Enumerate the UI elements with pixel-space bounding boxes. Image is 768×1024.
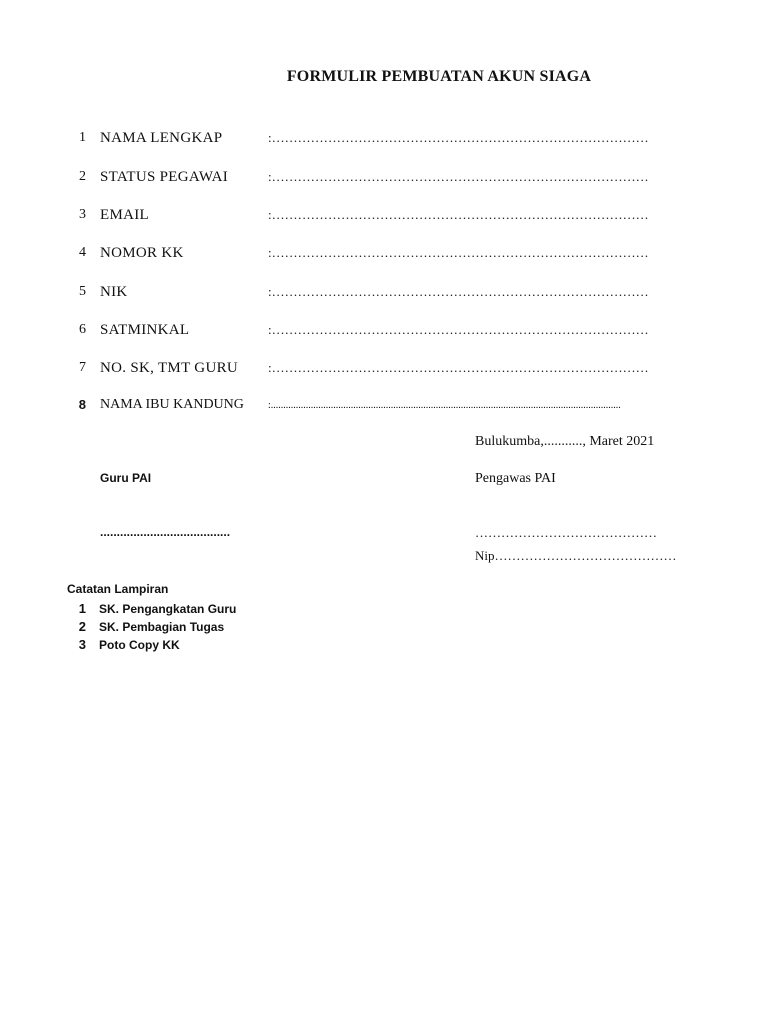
- form-field-row: [0, 284, 768, 306]
- field-fill-line: :……………………………………………………………………………: [268, 169, 649, 184]
- form-title: FORMULIR PEMBUATAN AKUN SIAGA: [286, 68, 592, 85]
- field-fill-line: :……………………………………………………………………………: [268, 360, 649, 375]
- form-field-row: [0, 245, 768, 267]
- field-label: EMAIL: [100, 207, 149, 223]
- note-text: SK. Pembagian Tugas: [99, 620, 225, 634]
- note-number: 2: [78, 619, 86, 634]
- note-item: [0, 637, 400, 655]
- field-label: STATUS PEGAWAI: [100, 169, 229, 185]
- field-fill-line: :……………………………………………………………………………: [268, 284, 649, 299]
- field-label: SATMINKAL: [100, 322, 190, 338]
- field-label: NAMA LENGKAP: [100, 130, 223, 146]
- place-date: Bulukumba,..........., Maret 2021: [475, 434, 655, 449]
- field-number: 1: [79, 130, 86, 145]
- note-number: 1: [78, 601, 86, 616]
- field-number: 2: [79, 169, 86, 184]
- notes-title: Catatan Lampiran: [67, 582, 169, 596]
- field-label: NAMA IBU KANDUNG: [100, 397, 244, 412]
- field-number: 4: [79, 245, 86, 260]
- note-number: 3: [78, 637, 86, 652]
- right-signer-role: Pengawas PAI: [475, 471, 556, 486]
- field-number: 8: [78, 397, 86, 412]
- field-number: 6: [79, 322, 86, 337]
- field-fill-line: :............................................................................................................................................: [268, 400, 621, 411]
- note-item: [0, 619, 400, 637]
- field-label: NIK: [100, 284, 128, 300]
- field-fill-line: :……………………………………………………………………………: [268, 207, 649, 222]
- note-item: [0, 601, 400, 619]
- nip-line: Nip……………………………………: [475, 548, 677, 563]
- field-number: 7: [79, 360, 86, 375]
- note-text: SK. Pengangkatan Guru: [99, 602, 237, 616]
- form-field-row: [0, 169, 768, 191]
- field-label: NO. SK, TMT GURU: [100, 360, 239, 376]
- form-field-row: [0, 130, 768, 152]
- field-fill-line: :……………………………………………………………………………: [268, 322, 649, 337]
- field-fill-line: :……………………………………………………………………………: [268, 245, 649, 260]
- field-number: 3: [79, 207, 86, 222]
- note-text: Poto Copy KK: [99, 638, 180, 652]
- left-signature-line: .......................................: [100, 525, 231, 539]
- form-field-row: [0, 322, 768, 344]
- right-signature-line: ……………………………………: [475, 525, 657, 540]
- field-fill-line: :……………………………………………………………………………: [268, 130, 649, 145]
- field-label: NOMOR KK: [100, 245, 184, 261]
- field-number: 5: [79, 284, 86, 299]
- form-field-row: [0, 397, 768, 419]
- form-field-row: [0, 360, 768, 382]
- left-signer-role: Guru PAI: [100, 471, 152, 485]
- form-field-row: [0, 207, 768, 229]
